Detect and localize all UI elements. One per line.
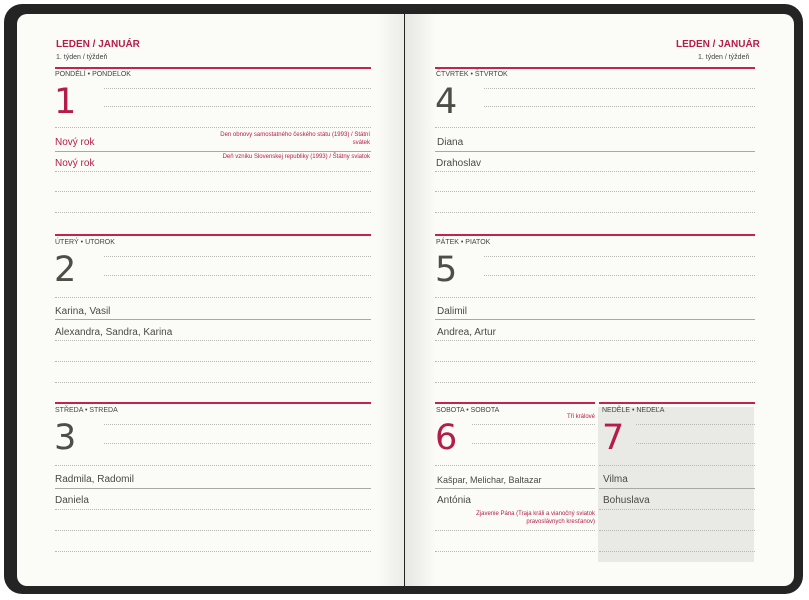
writing-line xyxy=(104,275,371,276)
nameday-cz-tuesday: Karina, Vasil xyxy=(55,306,111,317)
writing-line xyxy=(55,319,371,320)
nameday-cz-wednesday: Radmila, Radomil xyxy=(55,474,134,485)
writing-line xyxy=(55,465,371,466)
writing-line xyxy=(435,530,595,531)
nameday-cz-sunday: Vilma xyxy=(603,474,628,485)
writing-line xyxy=(435,340,755,341)
writing-line xyxy=(636,443,755,444)
writing-line xyxy=(104,88,371,89)
holiday-note-sk: Deň vzniku Slovenskej republiky (1993) / Štátny sviatok xyxy=(222,154,370,160)
writing-line xyxy=(435,127,755,128)
week-label-left: 1. týden / týždeň xyxy=(56,54,108,61)
day-divider xyxy=(55,67,371,69)
writing-line xyxy=(55,551,371,552)
writing-line xyxy=(104,443,371,444)
nameday-sk-saturday: Antónia xyxy=(437,495,471,506)
writing-line xyxy=(55,191,371,192)
writing-line xyxy=(435,319,755,320)
writing-line xyxy=(484,88,755,89)
day-number-sunday: 7 xyxy=(602,418,625,458)
writing-line xyxy=(435,151,755,152)
day-divider xyxy=(435,234,755,236)
writing-line xyxy=(472,424,595,425)
nameday-cz-monday: Nový rok xyxy=(55,137,95,148)
day-name-tuesday: ÚTERÝ • UTOROK xyxy=(55,239,115,246)
writing-line xyxy=(484,275,755,276)
day-divider xyxy=(55,234,371,236)
writing-line xyxy=(599,530,755,531)
day-name-thursday: ČTVRTEK • ŠTVRTOK xyxy=(436,71,508,78)
writing-line xyxy=(435,488,595,489)
day-number-tuesday: 2 xyxy=(54,250,77,290)
writing-line xyxy=(55,212,371,213)
day-divider xyxy=(599,402,755,404)
nameday-sk-wednesday: Daniela xyxy=(55,495,89,506)
day-name-monday: PONDĚLÍ • PONDELOK xyxy=(55,71,131,78)
day-number-wednesday: 3 xyxy=(54,418,77,458)
day-name-friday: PÁTEK • PIATOK xyxy=(436,239,491,246)
day-name-saturday: SOBOTA • SOBOTA xyxy=(436,407,500,414)
nameday-sk-tuesday: Alexandra, Sandra, Karina xyxy=(55,327,173,338)
writing-line xyxy=(104,424,371,425)
writing-line xyxy=(472,443,595,444)
writing-line xyxy=(599,465,755,466)
writing-line xyxy=(55,127,371,128)
holiday-label-saturday: Tři králové xyxy=(566,414,595,420)
writing-line xyxy=(599,509,755,510)
writing-line xyxy=(636,424,755,425)
writing-line xyxy=(435,297,755,298)
writing-line xyxy=(599,551,755,552)
writing-line xyxy=(104,106,371,107)
writing-line xyxy=(55,297,371,298)
nameday-cz-saturday: Kašpar, Melichar, Baltazar xyxy=(437,475,542,485)
writing-line xyxy=(435,465,595,466)
nameday-sk-thursday: Drahoslav xyxy=(436,158,482,169)
nameday-sk-monday: Nový rok xyxy=(55,158,95,169)
writing-line xyxy=(484,106,755,107)
writing-line xyxy=(599,488,755,489)
writing-line xyxy=(55,382,371,383)
month-title-left: LEDEN / JANUÁR xyxy=(56,39,140,50)
writing-line xyxy=(435,551,595,552)
day-divider xyxy=(435,67,755,69)
writing-line xyxy=(55,151,371,152)
holiday-note-saturday: Zjavenie Pána (Traja králi a vianočný sviatok pravoslávnych kresťanov) xyxy=(476,511,595,525)
day-divider xyxy=(55,402,371,404)
writing-line xyxy=(55,340,371,341)
day-number-saturday: 6 xyxy=(435,418,458,458)
day-number-monday: 1 xyxy=(54,82,77,122)
day-name-wednesday: STŘEDA • STREDA xyxy=(55,407,118,414)
writing-line xyxy=(484,256,755,257)
day-number-friday: 5 xyxy=(435,250,458,290)
writing-line xyxy=(435,382,755,383)
writing-line xyxy=(435,361,755,362)
nameday-cz-friday: Dalimil xyxy=(437,306,467,317)
nameday-sk-friday: Andrea, Artur xyxy=(437,327,496,338)
writing-line xyxy=(55,509,371,510)
nameday-sk-sunday: Bohuslava xyxy=(603,495,650,506)
writing-line xyxy=(55,171,371,172)
writing-line xyxy=(435,212,755,213)
writing-line xyxy=(55,488,371,489)
month-title-right: LEDEN / JANUÁR xyxy=(676,39,760,50)
day-number-thursday: 4 xyxy=(435,82,458,122)
writing-line xyxy=(435,171,755,172)
writing-line xyxy=(104,256,371,257)
nameday-cz-thursday: Diana xyxy=(437,137,464,148)
day-divider xyxy=(435,402,595,404)
holiday-note-cz: Den obnovy samostatného českého státu (1993) / Státní svátek xyxy=(220,132,370,146)
writing-line xyxy=(435,191,755,192)
day-name-sunday: NEDĚLE • NEDEĽA xyxy=(602,407,665,414)
week-label-right: 1. týden / týždeň xyxy=(698,54,750,61)
writing-line xyxy=(55,361,371,362)
writing-line xyxy=(55,530,371,531)
